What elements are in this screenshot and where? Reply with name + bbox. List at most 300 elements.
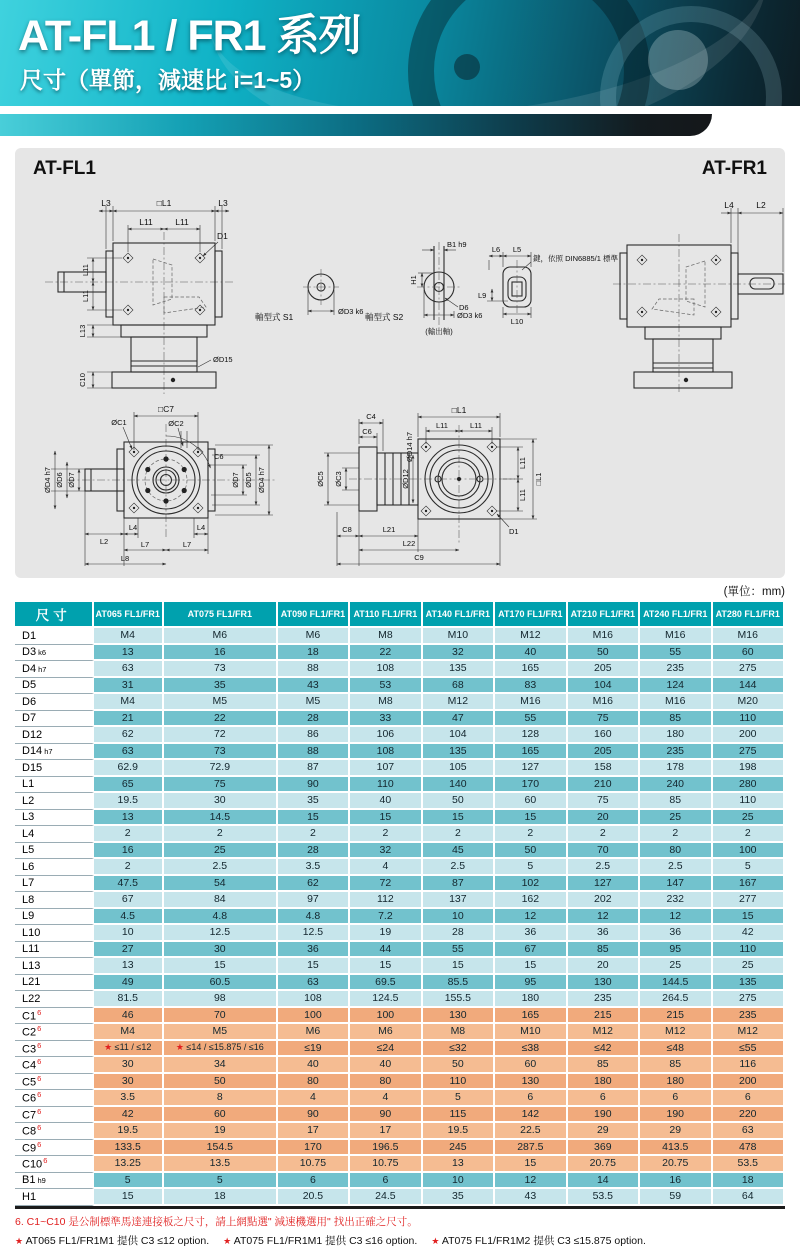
dim-cell: 63: [713, 1123, 786, 1140]
dim-cell: 33: [350, 711, 422, 728]
dim-label: ØC5: [316, 471, 325, 487]
dim-label: L4: [128, 523, 138, 532]
dim-cell: 43: [495, 1189, 567, 1206]
dim-cell: 235: [640, 744, 712, 761]
dim-cell: 29: [568, 1123, 640, 1140]
table-row: [15, 810, 785, 827]
dim-cell: 59: [640, 1189, 712, 1206]
dim-cell: 10.75: [278, 1156, 350, 1173]
dim-cell: 160: [568, 727, 640, 744]
dim-cell: 95: [495, 975, 567, 992]
dim-cell: 135: [713, 975, 786, 992]
dim-cell: ≤24: [350, 1041, 422, 1058]
dim-label: B1 h9: [447, 240, 467, 249]
table-row: [15, 909, 785, 926]
dim-cell: 235: [713, 1008, 786, 1025]
row-label: $C2^6$: [15, 1024, 94, 1041]
dim-cell: 50: [164, 1074, 278, 1091]
dim-cell: 62: [278, 876, 350, 893]
dim-label: L11: [518, 457, 527, 469]
dim-cell: 16: [640, 1173, 712, 1190]
dim-cell: 25: [164, 843, 278, 860]
dim-cell: 50: [423, 793, 495, 810]
dim-label: L7: [140, 540, 150, 549]
dim-label: L11: [470, 421, 482, 430]
table-row: [15, 727, 785, 744]
dim-cell: 130: [568, 975, 640, 992]
dim-cell: M16: [568, 628, 640, 645]
dim-label: L3: [101, 198, 111, 208]
dim-cell: 13: [423, 1156, 495, 1173]
table-row: [15, 1041, 785, 1058]
dim-cell: 180: [495, 991, 567, 1008]
dim-cell: 83: [495, 678, 567, 695]
dim-cell: 116: [713, 1057, 786, 1074]
dim-cell: 275: [713, 991, 786, 1008]
dim-cell: 53: [350, 678, 422, 695]
dim-cell: 6: [713, 1090, 786, 1107]
dim-cell: 20.5: [278, 1189, 350, 1206]
dim-cell: 4: [350, 1090, 422, 1107]
dim-cell: 67: [495, 942, 567, 959]
row-label: $C7^6$: [15, 1107, 94, 1124]
dim-cell: 15: [423, 958, 495, 975]
dim-cell: M12: [713, 1024, 786, 1041]
table-row: [15, 694, 785, 711]
dim-cell: 35: [423, 1189, 495, 1206]
dim-cell: 18: [713, 1173, 786, 1190]
dim-cell: 85: [640, 1057, 712, 1074]
dim-cell: 235: [568, 991, 640, 1008]
dim-cell: 232: [640, 892, 712, 909]
dim-cell: 73: [164, 661, 278, 678]
technical-drawings: [15, 148, 785, 578]
dim-label: ØC1: [111, 418, 127, 427]
dim-cell: 63: [94, 744, 164, 761]
dim-cell: 110: [423, 1074, 495, 1091]
dim-cell: 70: [164, 1008, 278, 1025]
dim-cell: M12: [495, 628, 567, 645]
dim-cell: 49: [94, 975, 164, 992]
dim-cell: 36: [278, 942, 350, 959]
dim-cell: 80: [278, 1074, 350, 1091]
dim-cell: 45: [423, 843, 495, 860]
dim-cell: 20.75: [640, 1156, 712, 1173]
table-row: [15, 678, 785, 695]
dim-cell: 154.5: [164, 1140, 278, 1157]
dim-cell: 19: [350, 925, 422, 942]
dim-cell: 47.5: [94, 876, 164, 893]
dim-cell: 68: [423, 678, 495, 695]
dim-cell: 108: [278, 991, 350, 1008]
dim-cell: 84: [164, 892, 278, 909]
table-row: [15, 925, 785, 942]
table-row: [15, 1090, 785, 1107]
dim-cell: 130: [495, 1074, 567, 1091]
dim-cell: 90: [278, 1107, 350, 1124]
dim-cell: 155.5: [423, 991, 495, 1008]
dim-label: L11: [175, 217, 189, 227]
row-label: $C6^6$: [15, 1090, 94, 1107]
dim-label: L11: [81, 264, 90, 276]
dim-cell: 47: [423, 711, 495, 728]
dim-label: D6: [459, 303, 469, 312]
row-label: L11: [15, 942, 94, 959]
dim-label: ØD4 h7: [43, 467, 52, 493]
dim-cell: 142: [495, 1107, 567, 1124]
table-row: [15, 958, 785, 975]
dim-cell: 19.5: [94, 1123, 164, 1140]
table-row: [15, 826, 785, 843]
dim-cell: 200: [713, 727, 786, 744]
dim-cell: 81.5: [94, 991, 164, 1008]
column-header: AT210 FL1/FR1: [568, 602, 640, 628]
dim-cell: 205: [568, 661, 640, 678]
table-row: [15, 975, 785, 992]
dim-cell: M8: [350, 694, 422, 711]
column-header: AT280 FL1/FR1: [713, 602, 786, 628]
dim-cell: 5: [423, 1090, 495, 1107]
dim-cell: M5: [164, 694, 278, 711]
dim-cell: 2: [495, 826, 567, 843]
dim-cell: 12: [495, 909, 567, 926]
dim-cell: 31: [94, 678, 164, 695]
dim-label: L4: [724, 200, 734, 210]
dim-cell: 55: [640, 645, 712, 662]
row-label: L5: [15, 843, 94, 860]
footnote-options: [15, 1233, 785, 1248]
dim-cell: 220: [713, 1107, 786, 1124]
dim-cell: 62: [94, 727, 164, 744]
table-row: [15, 1140, 785, 1157]
dim-cell: 280: [713, 777, 786, 794]
drawing-shaft-s2: [365, 240, 482, 336]
dim-cell: 15: [164, 958, 278, 975]
dim-cell: 63: [94, 661, 164, 678]
table-row: [15, 711, 785, 728]
dim-cell: 87: [278, 760, 350, 777]
dim-cell: 15: [495, 810, 567, 827]
dim-cell: M6: [278, 628, 350, 645]
dim-cell: 19.5: [94, 793, 164, 810]
dim-cell: ≤38: [495, 1041, 567, 1058]
dim-label: □C7: [158, 404, 174, 414]
dim-cell: 53.5: [568, 1189, 640, 1206]
dim-cell: 106: [350, 727, 422, 744]
dim-cell: M5: [164, 1024, 278, 1041]
key-standard-note: 鍵，依照 DIN6885/1 標準: [533, 254, 619, 263]
dim-label: L10: [510, 317, 524, 326]
dim-label: ØD14 h7: [405, 431, 414, 463]
dim-cell: 15: [350, 958, 422, 975]
dim-label: L5: [512, 245, 522, 254]
dim-cell: 165: [495, 1008, 567, 1025]
dim-cell: 110: [713, 942, 786, 959]
dim-label: C9: [414, 553, 424, 562]
dim-cell: 80: [350, 1074, 422, 1091]
dim-cell: 19: [164, 1123, 278, 1140]
dim-cell: 180: [568, 1074, 640, 1091]
dim-cell: 170: [278, 1140, 350, 1157]
dim-cell: 34: [164, 1057, 278, 1074]
row-label: $C5^6$: [15, 1074, 94, 1091]
dim-cell: 60: [164, 1107, 278, 1124]
row-label: L4: [15, 826, 94, 843]
dim-label: L3: [218, 198, 228, 208]
dim-cell: 72: [164, 727, 278, 744]
table-row: [15, 1074, 785, 1091]
table-row: [15, 859, 785, 876]
dim-label: L11: [436, 421, 448, 430]
table-corner-header: 尺寸: [15, 602, 94, 628]
dim-cell: M4: [94, 628, 164, 645]
dim-cell: 6: [495, 1090, 567, 1107]
dim-cell: 15: [713, 909, 786, 926]
page-banner: [0, 0, 800, 106]
dim-cell: 12: [640, 909, 712, 926]
dim-cell: M12: [423, 694, 495, 711]
dim-cell: 25: [713, 810, 786, 827]
row-label: D1: [15, 628, 94, 645]
dim-cell: 2: [423, 826, 495, 843]
dim-cell: 2.5: [568, 859, 640, 876]
dim-cell: 4.5: [94, 909, 164, 926]
dim-cell: 75: [568, 793, 640, 810]
dim-cell: 36: [640, 925, 712, 942]
dim-label: L13: [78, 324, 87, 338]
dim-label: L9: [478, 291, 487, 300]
dim-cell: 22.5: [495, 1123, 567, 1140]
table-row: [15, 628, 785, 645]
panel-title-left: AT-FL1: [33, 158, 96, 179]
dim-cell: 85.5: [423, 975, 495, 992]
dim-cell: M16: [713, 628, 786, 645]
dim-cell: 40: [350, 793, 422, 810]
row-label: L21: [15, 975, 94, 992]
dim-label: □L1: [451, 405, 467, 415]
dim-cell: 75: [568, 711, 640, 728]
dim-cell: 24.5: [350, 1189, 422, 1206]
table-row: [15, 892, 785, 909]
drawing-panel: [15, 148, 785, 578]
dim-cell: 104: [423, 727, 495, 744]
row-label: L7: [15, 876, 94, 893]
dim-label: ØC3: [334, 471, 343, 487]
dim-cell: M12: [568, 1024, 640, 1041]
dim-cell: 196.5: [350, 1140, 422, 1157]
dim-cell: 13: [94, 810, 164, 827]
dim-cell: 54: [164, 876, 278, 893]
dim-cell: 27: [94, 942, 164, 959]
dim-cell: 36: [568, 925, 640, 942]
dim-label: L4: [196, 523, 206, 532]
dim-cell: 35: [278, 793, 350, 810]
dim-cell: 30: [164, 942, 278, 959]
table-row: [15, 1107, 785, 1124]
dim-cell: 15: [495, 958, 567, 975]
dim-cell: 115: [423, 1107, 495, 1124]
row-label: D12: [15, 727, 94, 744]
dim-cell: 44: [350, 942, 422, 959]
shaft-type-caption: 軸型式 S1: [255, 312, 294, 322]
table-row: [15, 1008, 785, 1025]
dim-label: ØD4 h7: [257, 467, 266, 493]
dim-cell: 275: [713, 661, 786, 678]
dim-cell: 21: [94, 711, 164, 728]
drawing-front-view: [43, 404, 277, 566]
dim-cell: 60: [495, 1057, 567, 1074]
dim-cell: M16: [640, 628, 712, 645]
dim-cell: 3.5: [94, 1090, 164, 1107]
dim-cell: 15: [350, 810, 422, 827]
dim-cell: 12: [495, 1173, 567, 1190]
dim-cell: 88: [278, 744, 350, 761]
dim-cell: ★ ≤11 / ≤12: [94, 1041, 164, 1058]
table-row: [15, 744, 785, 761]
table-row: [15, 661, 785, 678]
dim-cell: 210: [568, 777, 640, 794]
dim-cell: 200: [713, 1074, 786, 1091]
table-row: [15, 876, 785, 893]
row-label: $C8^6$: [15, 1123, 94, 1140]
dim-cell: 108: [350, 744, 422, 761]
dim-cell: 88: [278, 661, 350, 678]
dim-cell: 32: [350, 843, 422, 860]
dim-cell: 124.5: [350, 991, 422, 1008]
dim-cell: 67: [94, 892, 164, 909]
row-label: L10: [15, 925, 94, 942]
dim-cell: 2.5: [164, 859, 278, 876]
dim-cell: 10: [423, 909, 495, 926]
dim-cell: 135: [423, 661, 495, 678]
dim-cell: 2: [278, 826, 350, 843]
row-label: L1: [15, 777, 94, 794]
dim-cell: 13: [94, 645, 164, 662]
dim-label: ØD12: [401, 469, 410, 489]
row-label: H1: [15, 1189, 94, 1206]
dim-cell: 2.5: [640, 859, 712, 876]
dim-label: C8: [342, 525, 352, 534]
dim-cell: M20: [713, 694, 786, 711]
dim-cell: 240: [640, 777, 712, 794]
dim-cell: ≤32: [423, 1041, 495, 1058]
dim-cell: 17: [350, 1123, 422, 1140]
dim-cell: 60: [495, 793, 567, 810]
footnote-option: ★ AT075 FL1/FR1M2 提供 C3 ≤15.875 option.: [431, 1234, 646, 1247]
dim-label: ØC2: [168, 419, 184, 428]
dim-cell: 144.5: [640, 975, 712, 992]
dim-cell: 85: [640, 711, 712, 728]
dim-cell: 4.8: [278, 909, 350, 926]
dim-cell: 127: [495, 760, 567, 777]
dim-cell: 170: [495, 777, 567, 794]
row-label: D3 k6: [15, 645, 94, 662]
dim-cell: 12: [568, 909, 640, 926]
dim-cell: M8: [423, 1024, 495, 1041]
dim-cell: 104: [568, 678, 640, 695]
dim-cell: 25: [713, 958, 786, 975]
dim-cell: M12: [640, 1024, 712, 1041]
dim-cell: 277: [713, 892, 786, 909]
dim-cell: M6: [350, 1024, 422, 1041]
dim-cell: 50: [423, 1057, 495, 1074]
dim-cell: 55: [495, 711, 567, 728]
dim-cell: 10: [94, 925, 164, 942]
row-label: $C9^6$: [15, 1140, 94, 1157]
dim-cell: 5: [94, 1173, 164, 1190]
dim-cell: 69.5: [350, 975, 422, 992]
dim-cell: 98: [164, 991, 278, 1008]
dim-label: ØD3 k6: [338, 307, 364, 316]
dim-cell: 18: [278, 645, 350, 662]
dim-cell: M10: [423, 628, 495, 645]
row-label: L8: [15, 892, 94, 909]
row-label: D7: [15, 711, 94, 728]
dim-cell: 28: [423, 925, 495, 942]
dim-label: L2: [99, 537, 109, 546]
dim-cell: 13: [94, 958, 164, 975]
row-label: L9: [15, 909, 94, 926]
row-label: B1 h9: [15, 1173, 94, 1190]
dim-cell: 17: [278, 1123, 350, 1140]
row-label: D15: [15, 760, 94, 777]
dim-cell: 12.5: [164, 925, 278, 942]
dim-cell: 85: [568, 1057, 640, 1074]
footnote-option: ★ AT075 FL1/FR1M1 提供 C3 ≤16 option.: [223, 1234, 418, 1247]
row-label: D6: [15, 694, 94, 711]
dim-cell: 2: [568, 826, 640, 843]
dim-label: L11: [139, 217, 153, 227]
dim-cell: 4: [278, 1090, 350, 1107]
dim-cell: 6: [640, 1090, 712, 1107]
column-header: AT075 FL1/FR1: [164, 602, 278, 628]
dim-cell: 105: [423, 760, 495, 777]
table-header: [15, 602, 785, 628]
dim-cell: 3.5: [278, 859, 350, 876]
dim-cell: 29: [640, 1123, 712, 1140]
dim-cell: M4: [94, 694, 164, 711]
dim-cell: 46: [94, 1008, 164, 1025]
dim-cell: 8: [164, 1090, 278, 1107]
dim-cell: 178: [640, 760, 712, 777]
dim-cell: M4: [94, 1024, 164, 1041]
table-row: [15, 645, 785, 662]
dim-label: ØD6: [55, 472, 64, 488]
dim-cell: 140: [423, 777, 495, 794]
table-row: [15, 777, 785, 794]
dim-cell: 42: [94, 1107, 164, 1124]
dim-cell: 30: [94, 1074, 164, 1091]
dim-cell: 202: [568, 892, 640, 909]
dim-cell: 413.5: [640, 1140, 712, 1157]
output-shaft-caption: (輸出軸): [425, 327, 453, 336]
dim-cell: 6: [350, 1173, 422, 1190]
dim-label: D1: [509, 527, 519, 536]
dim-cell: 28: [278, 711, 350, 728]
table-row: [15, 1024, 785, 1041]
table-row: [15, 1156, 785, 1173]
dim-cell: 264.5: [640, 991, 712, 1008]
dim-cell: 64: [713, 1189, 786, 1206]
table-row: [15, 1057, 785, 1074]
dim-cell: 162: [495, 892, 567, 909]
dim-cell: 275: [713, 744, 786, 761]
table-row: [15, 843, 785, 860]
dim-cell: 10: [423, 1173, 495, 1190]
page-subtitle: 尺寸（單節，減速比 i=1~5）: [20, 67, 316, 93]
dim-cell: 167: [713, 876, 786, 893]
column-header: AT090 FL1/FR1: [278, 602, 350, 628]
